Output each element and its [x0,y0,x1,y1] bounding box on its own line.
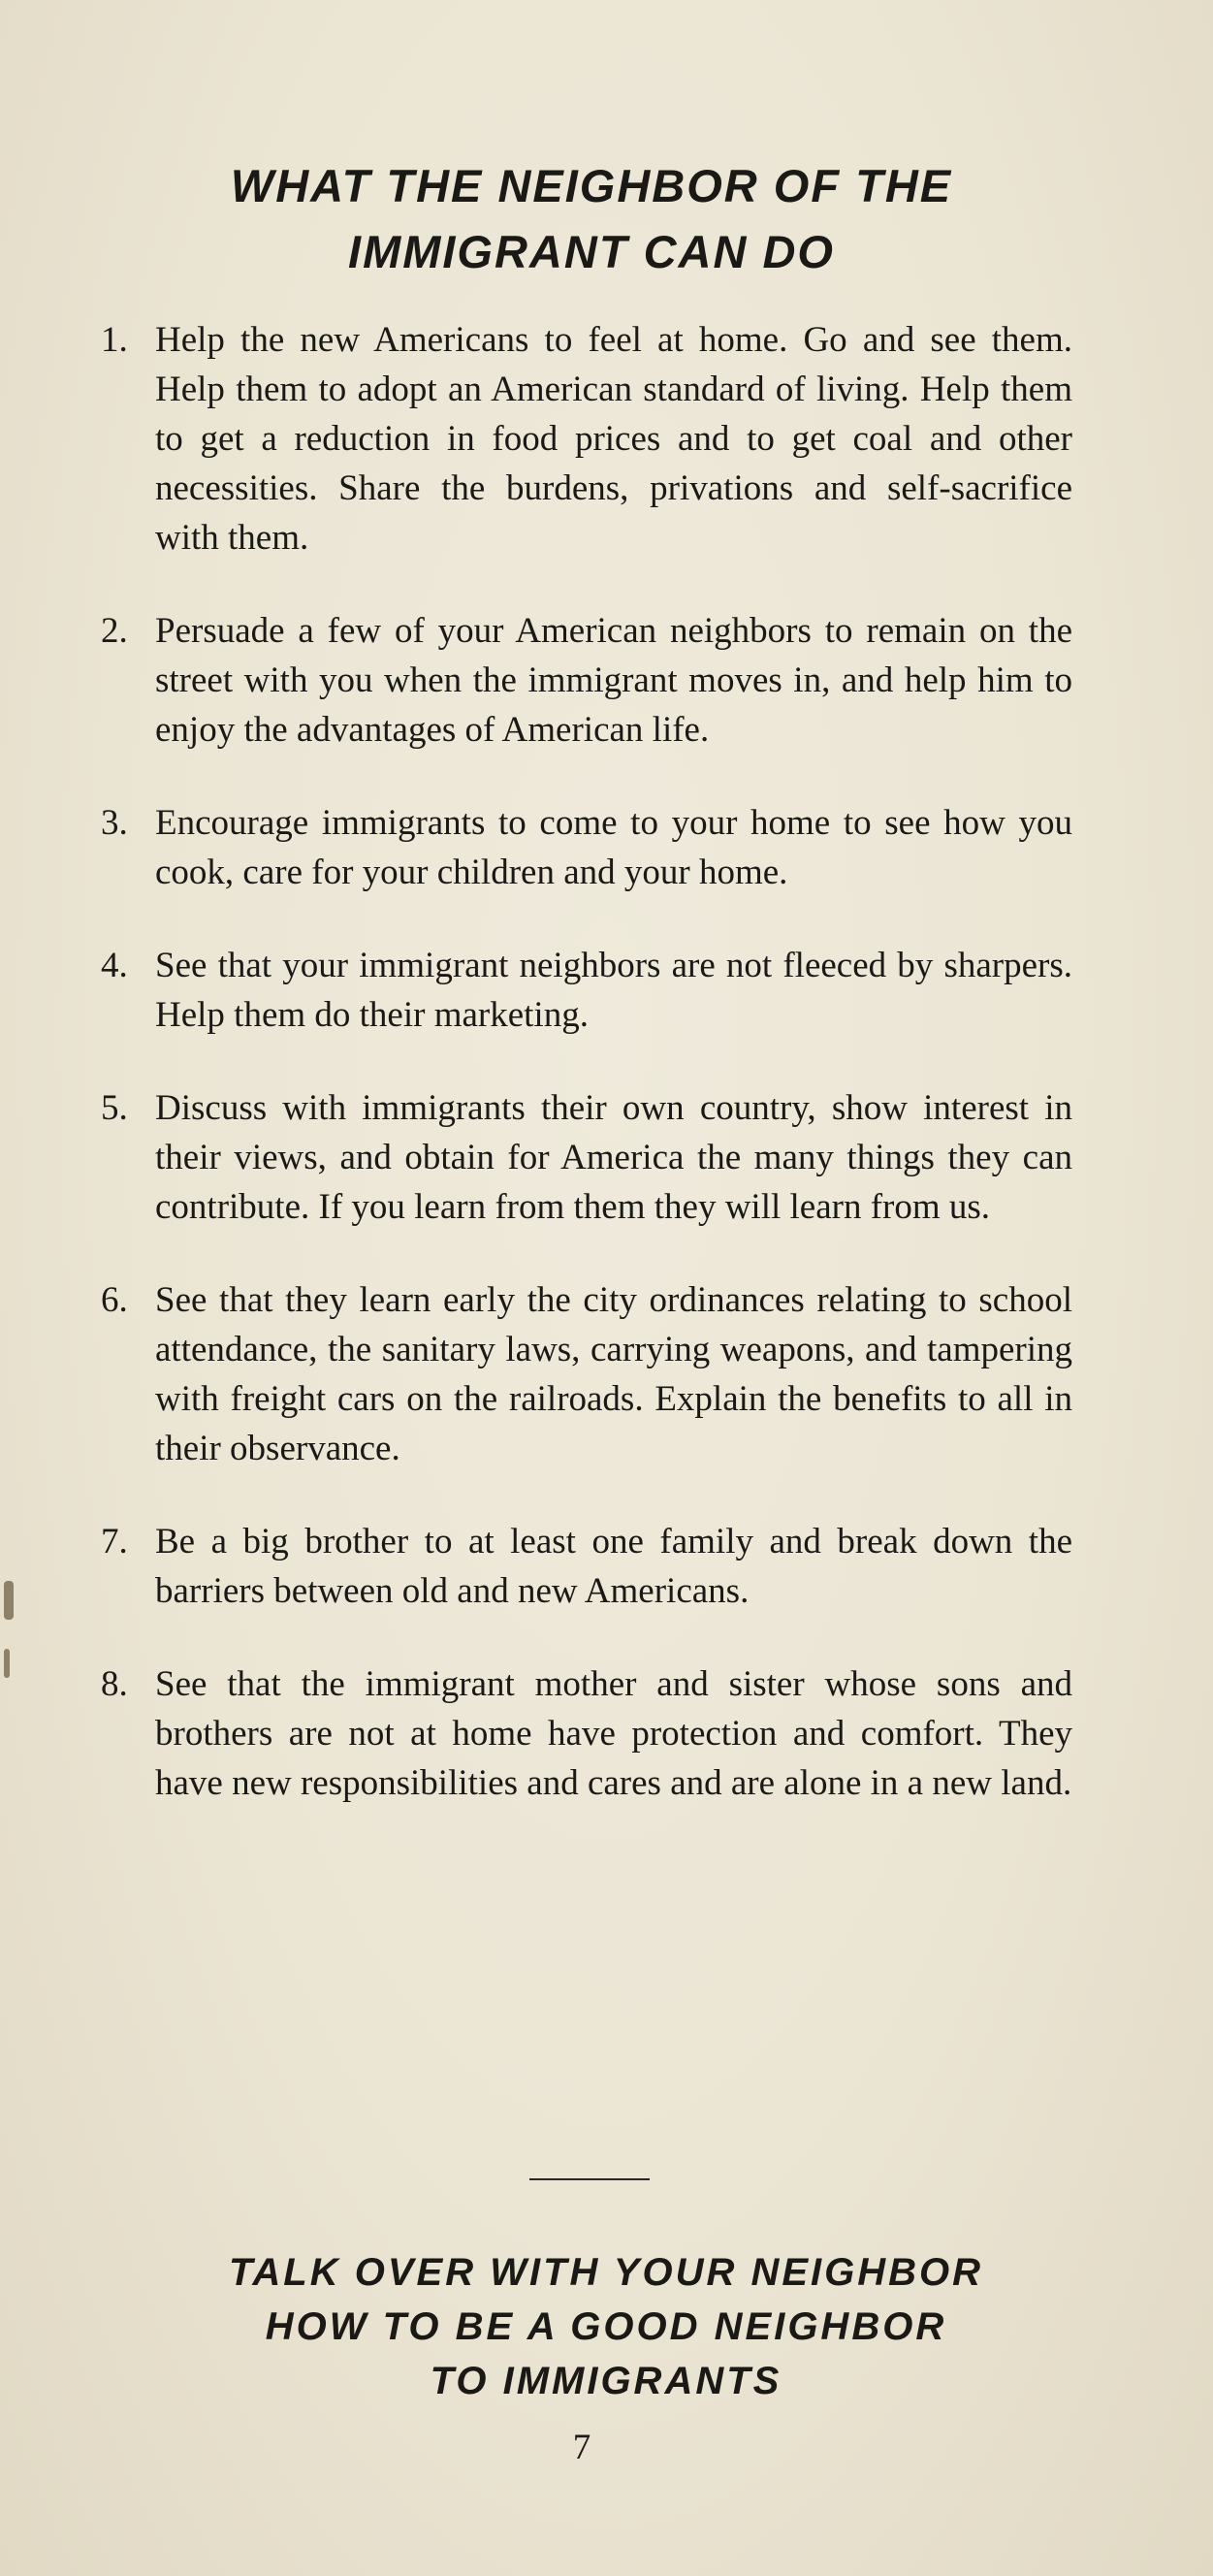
item-text: See that the immigrant mother and sister whose sons and brothers are not at home have protection and comfort. They have new responsibilities and cares and are alone in a new land. [155,1664,1072,1803]
page-number: 7 [572,2428,591,2467]
heading-line-1: WHAT THE NEIGHBOR OF THE [230,160,953,211]
suggestion-list [97,315,1072,1852]
footer-line-2: HOW TO BE A GOOD NEIGHBOR [265,2305,947,2348]
item-text: Help the new Americans to feel at home. Go and see them. Help them to adopt an American standard of living. Help them to get a reduction in food prices and to get coal and other necessities. Share the burdens, privations and self-sacrifice with them. [155,320,1072,558]
item-text: Be a big brother to at least one family and break down the barriers between old and new Americans. [155,1522,1072,1611]
footer-line-3: TO IMMIGRANTS [430,2360,782,2402]
closing-call-to-action [58,2245,1154,2408]
list-item [97,1275,1072,1473]
page-heading [97,153,1086,285]
list-item [97,941,1072,1040]
item-number: 4. [101,946,128,985]
item-text: Discuss with immigrants their own country, show interest in their views, and obtain for America the many things they can contribute. If you learn from them they will learn from us. [155,1088,1072,1227]
item-number: 3. [101,803,128,843]
item-number: 8. [101,1664,128,1704]
item-text: See that they learn early the city ordinances relating to school attendance, the sanitary laws, carrying weapons, and tampering with freight cars on the railroads. Explain the benefits to all in their observance. [155,1280,1072,1468]
item-number: 2. [101,611,128,651]
list-item [97,798,1072,897]
footer-line-1: TALK OVER WITH YOUR NEIGHBOR [228,2251,984,2294]
item-text: Encourage immigrants to come to your home to see how you cook, care for your children and your home. [155,803,1072,892]
item-number: 7. [101,1522,128,1562]
list-item [97,1083,1072,1232]
binding-mark [4,1581,14,1620]
list-item [97,1517,1072,1616]
section-divider [529,2178,650,2180]
item-number: 6. [101,1280,128,1320]
item-text: See that your immigrant neighbors are not fleeced by sharpers. Help them do their marketing. [155,946,1072,1035]
item-number: 5. [101,1088,128,1128]
item-number: 1. [101,320,128,360]
heading-line-2: IMMIGRANT CAN DO [348,226,835,277]
list-item [97,606,1072,755]
binding-mark [4,1649,10,1678]
list-item [97,315,1072,563]
item-text: Persuade a few of your American neighbors to remain on the street with you when the immigrant moves in, and help him to enjoy the advantages of American life. [155,611,1072,750]
list-item [97,1659,1072,1808]
